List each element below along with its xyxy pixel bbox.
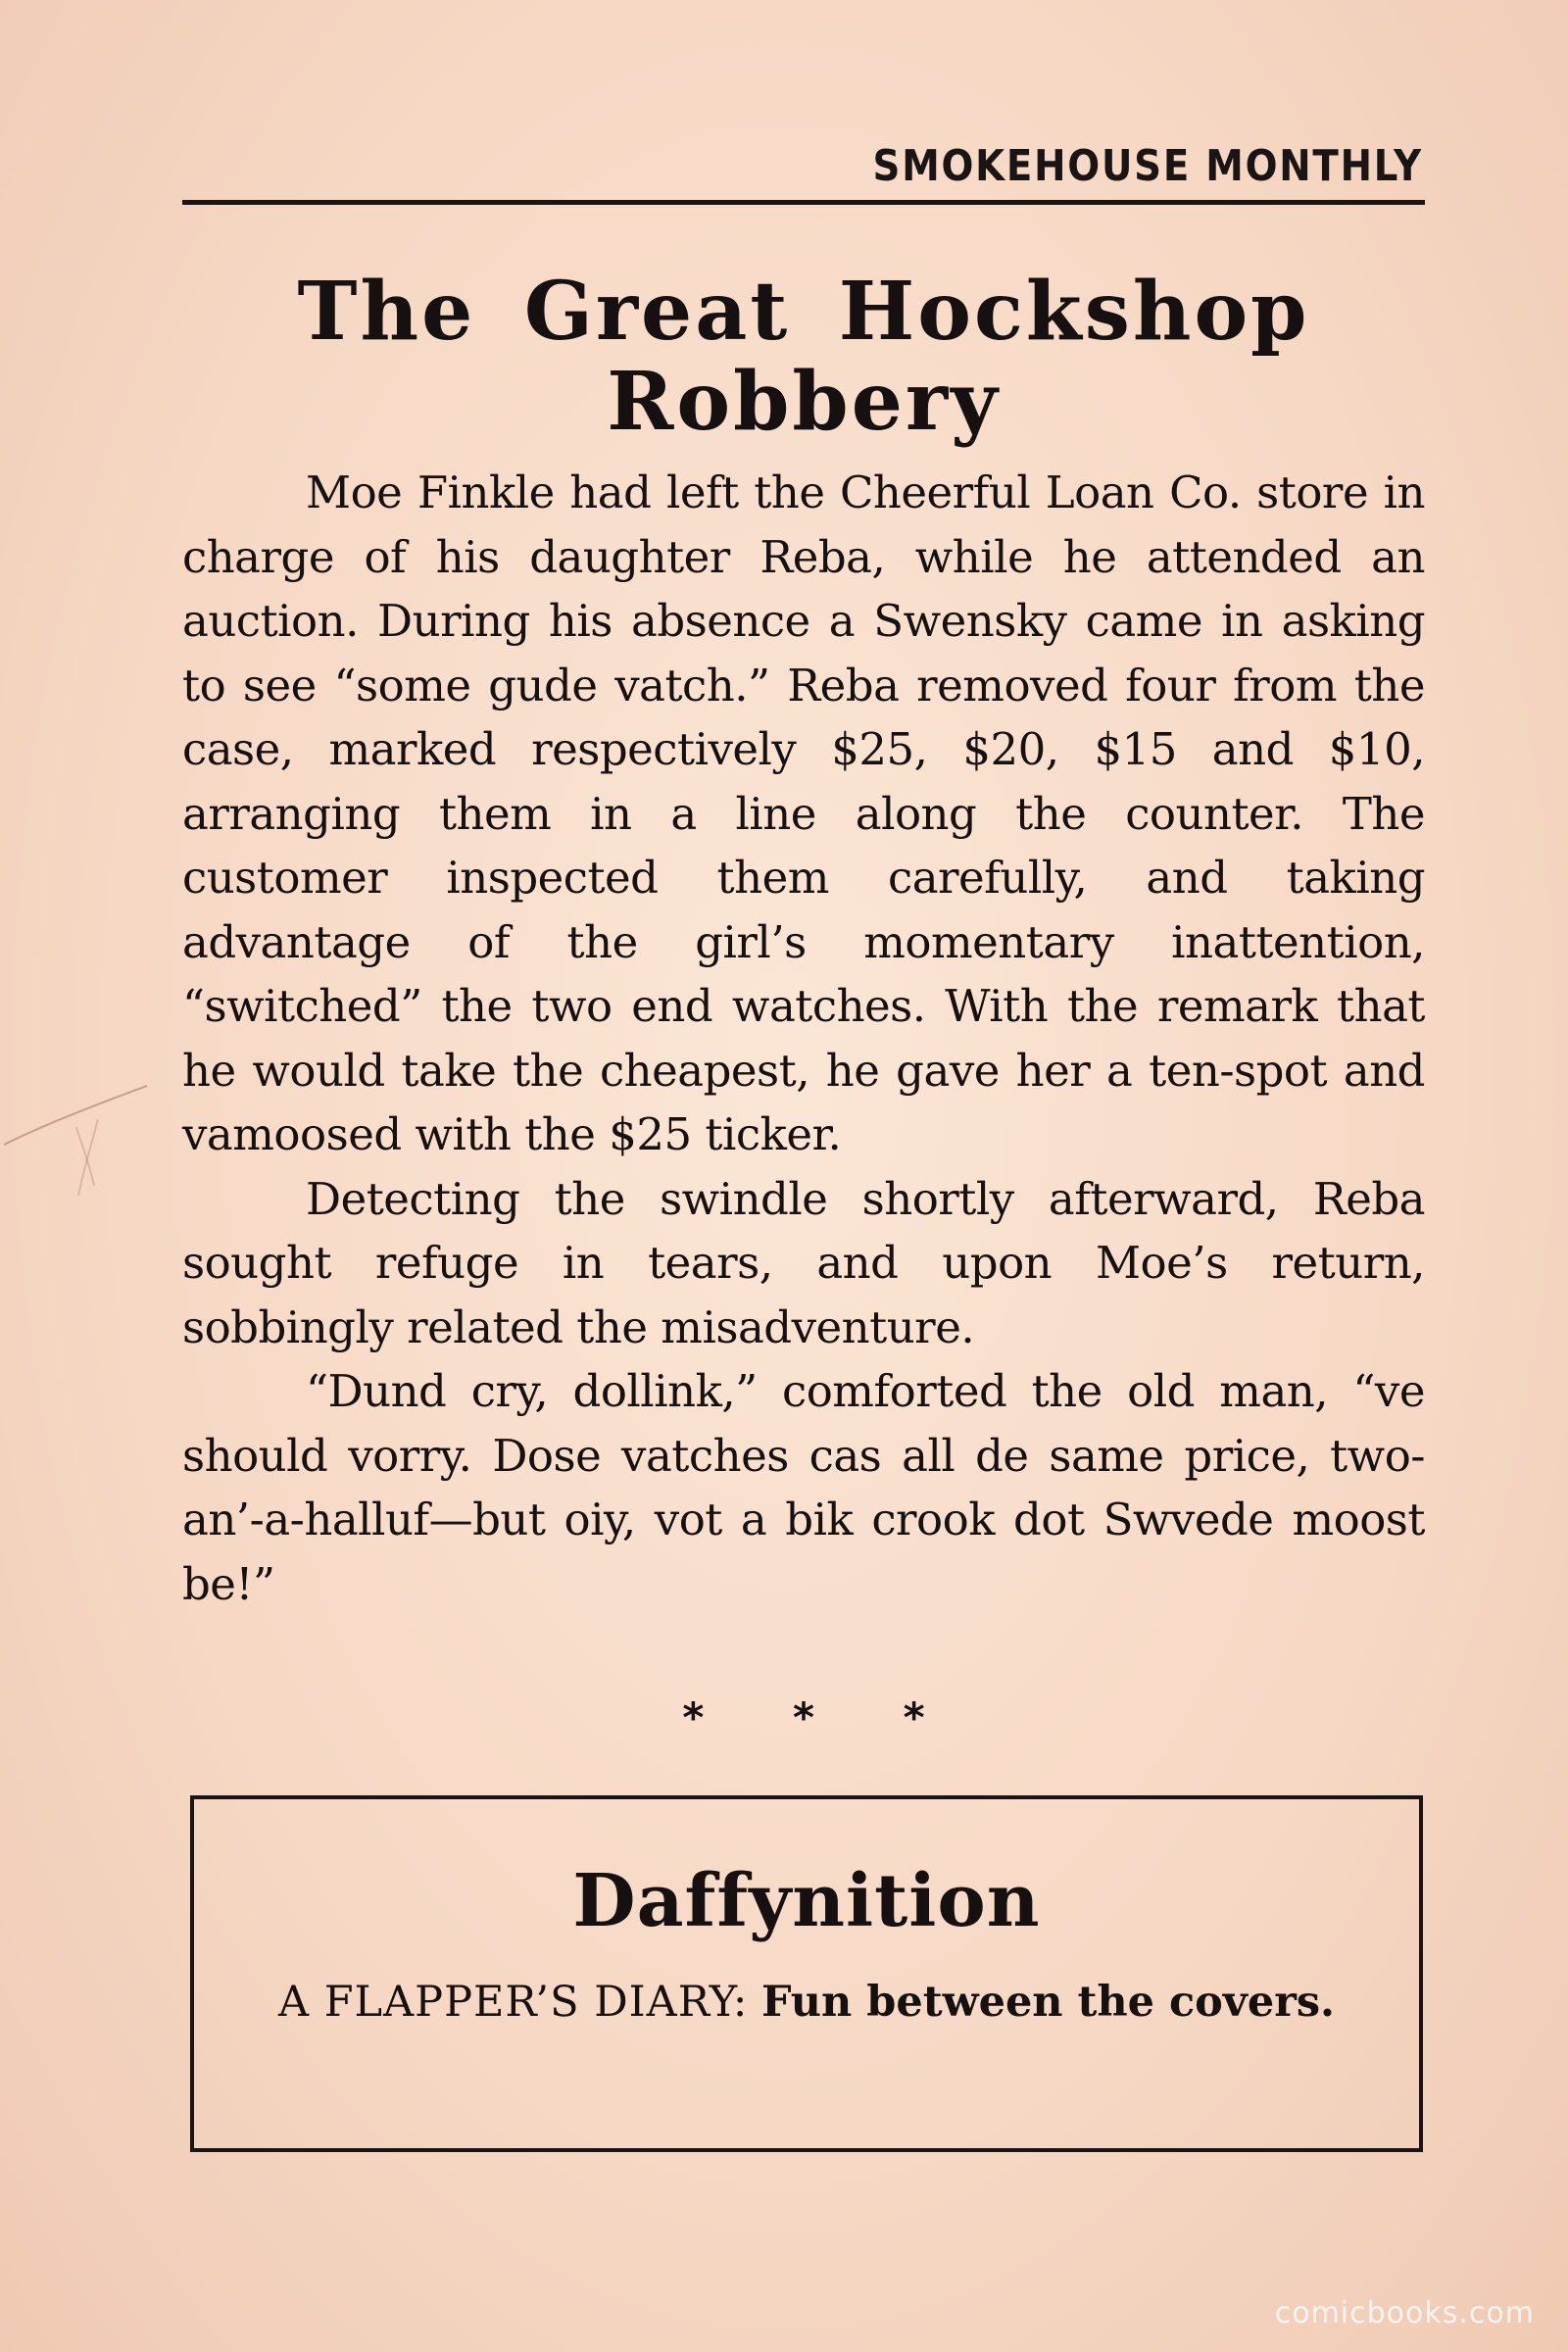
box-lead: A FLAPPER’S DIARY:: [277, 1978, 749, 2027]
header-rule: [182, 200, 1425, 205]
section-separator: * * *: [682, 1693, 925, 1741]
running-header: SMOKEHOUSE MONTHLY: [872, 141, 1423, 191]
box-definition: Fun between the covers.: [761, 1978, 1336, 2027]
box-title: Daffynition: [572, 1859, 1041, 1943]
article-paragraph: “Dund cry, dollink,” comforted the old man, “ve should vorry. Dose vatches cas all de same price, two-an’-a-halluf—but oiy, vot a bik crook dot Swvede moost be!”: [182, 1365, 1425, 1610]
watermark: comicbooks.com: [1274, 2296, 1535, 2330]
daffynition-box: [190, 1795, 1423, 2152]
article-title: The Great Hockshop Robbery: [297, 265, 1310, 449]
article-paragraph: Moe Finkle had left the Cheerful Loan Co. store in charge of his daughter Reba, while he attended an auction. During his absence a Swensky came in asking to see “some gude vatch.” Reba removed four from the case, marked respectively $25, $20, $15 and $10, arranging them in a line along the counter. The customer inspected them carefully, and taking advantage of the girl’s momentary inattention, “switched” the two end watches. With the remark that he would take the cheapest, he gave her a ten-spot and vamoosed with the $25 ticker.: [182, 466, 1425, 1160]
pencil-mark-icon: [0, 1058, 216, 1205]
article-body: [182, 461, 1425, 1616]
article-paragraph: Detecting the swindle shortly afterward, Reba sought refuge in tears, and upon Moe’s return, sobbingly related the misadventure.: [182, 1172, 1425, 1353]
box-text: [263, 1968, 1350, 2036]
